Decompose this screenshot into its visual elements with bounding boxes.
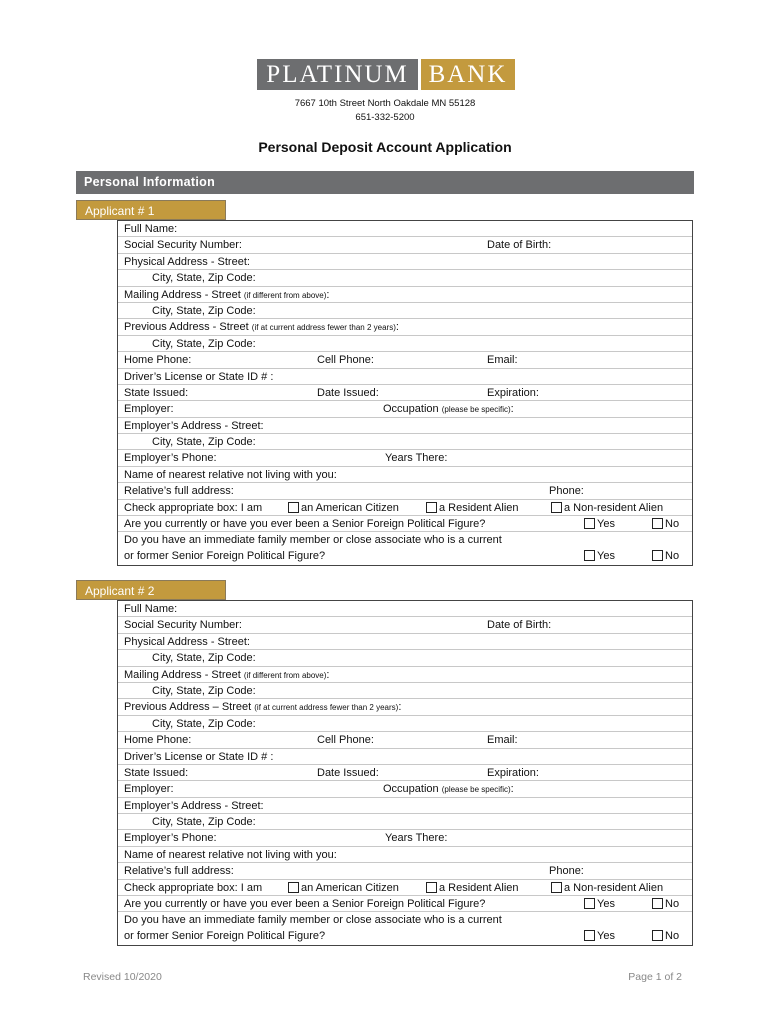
label-employer: Employer: (124, 783, 174, 796)
label-mail-street: Mailing Address - Street (124, 668, 241, 681)
note-occupation: (please be specific) (441, 405, 511, 415)
row-relative-addr[interactable] (118, 863, 692, 879)
label-yes: Yes (597, 930, 615, 943)
label-no: No (665, 518, 680, 531)
row-emp-phone[interactable] (118, 830, 692, 846)
row-mail-street[interactable]: Mailing Address - Street (if different from above): (118, 287, 692, 303)
label-relative-phone: Phone: (549, 485, 584, 498)
checkbox-family-no[interactable] (652, 550, 663, 561)
label-state-issued: State Issued: (124, 386, 189, 399)
label-expiration: Expiration: (487, 766, 539, 779)
label-home-phone: Home Phone: (124, 354, 192, 367)
note-prev: (if at current address fewer than 2 years) (251, 323, 396, 333)
row-license[interactable] (118, 749, 692, 765)
row-phys-street[interactable] (118, 634, 692, 650)
row-ssn[interactable] (118, 237, 692, 253)
label-check-box: Check appropriate box: I am (124, 881, 263, 894)
label-nonresident: a Non-resident Alien (564, 501, 664, 514)
label-full-name: Full Name: (124, 603, 178, 615)
row-relative-addr[interactable] (118, 483, 692, 499)
logo-platinum: PLATINUM (257, 59, 418, 90)
row-ssn[interactable] (118, 617, 692, 633)
row-emp-city[interactable] (118, 814, 692, 830)
footer-revised: Revised 10/2020 (83, 971, 162, 983)
label-email: Email: (487, 734, 518, 747)
label-home-phone: Home Phone: (124, 734, 192, 747)
label-dob: Date of Birth: (487, 619, 552, 632)
section-header-personal-info: Personal Information (76, 171, 694, 194)
label-yes: Yes (597, 898, 615, 911)
label-occupation: Occupation (383, 783, 439, 796)
label-relative: Name of nearest relative not living with you: (124, 468, 337, 481)
checkbox-family-no[interactable] (652, 930, 663, 941)
row-family-question (118, 532, 692, 565)
label-check-box: Check appropriate box: I am (124, 501, 263, 514)
row-emp-phone[interactable] (118, 450, 692, 466)
row-emp-street[interactable] (118, 798, 692, 814)
logo-bank: BANK (421, 59, 515, 90)
label-dob: Date of Birth: (487, 239, 552, 252)
row-license-details[interactable] (118, 765, 692, 781)
note-prev: (if at current address fewer than 2 years) (254, 703, 399, 713)
label-cell-phone: Cell Phone: (317, 354, 374, 367)
label-emp-city: City, State, Zip Code: (152, 816, 256, 829)
label-employer: Employer: (124, 403, 174, 416)
label-email: Email: (487, 354, 518, 367)
label-date-issued: Date Issued: (317, 386, 379, 399)
label-family-question-1: Do you have an immediate family member or close associate who is a current (124, 914, 502, 927)
note-occupation: (please be specific) (441, 785, 511, 795)
label-resident: a Resident Alien (439, 501, 519, 514)
label-ssn: Social Security Number: (124, 619, 242, 632)
label-license: Driver’s License or State ID # : (124, 750, 274, 763)
label-senior-question: Are you currently or have you ever been a Senior Foreign Political Figure? (124, 898, 486, 911)
label-prev-city: City, State, Zip Code: (152, 717, 256, 730)
label-cell-phone: Cell Phone: (317, 734, 374, 747)
row-prev-street[interactable]: Previous Address – Street (if at current address fewer than 2 years): (118, 699, 692, 715)
checkbox-senior-yes[interactable] (584, 898, 595, 909)
row-relative[interactable] (118, 847, 692, 863)
row-prev-street[interactable]: Previous Address - Street (if at current address fewer than 2 years): (118, 319, 692, 335)
label-family-question-2: or former Senior Foreign Political Figure? (124, 930, 326, 943)
checkbox-senior-no[interactable] (652, 518, 663, 529)
label-citizen: an American Citizen (301, 501, 399, 514)
label-mail-city: City, State, Zip Code: (152, 684, 256, 697)
label-prev-street: Previous Address – Street (124, 701, 252, 714)
label-state-issued: State Issued: (124, 766, 189, 779)
applicant-1-form (117, 220, 693, 566)
label-years-there: Years There: (385, 832, 448, 845)
label-phys-street: Physical Address - Street: (124, 255, 250, 268)
label-prev-city: City, State, Zip Code: (152, 337, 256, 350)
label-emp-city: City, State, Zip Code: (152, 436, 256, 449)
row-emp-city[interactable] (118, 434, 692, 450)
label-relative: Name of nearest relative not living with you: (124, 848, 337, 861)
label-nonresident: a Non-resident Alien (564, 881, 664, 894)
row-phones[interactable] (118, 352, 692, 368)
label-years-there: Years There: (385, 452, 448, 465)
label-relative-addr: Relative’s full address: (124, 865, 234, 878)
row-phones[interactable] (118, 732, 692, 748)
label-phys-city: City, State, Zip Code: (152, 652, 256, 665)
label-emp-street: Employer’s Address - Street: (124, 419, 264, 432)
label-emp-street: Employer’s Address - Street: (124, 799, 264, 812)
label-prev-street: Previous Address - Street (124, 321, 249, 334)
row-mail-city[interactable] (118, 683, 692, 699)
row-license[interactable] (118, 369, 692, 385)
label-occupation: Occupation (383, 403, 439, 416)
label-relative-addr: Relative’s full address: (124, 485, 234, 498)
row-employer[interactable]: Employer: Occupation (please be specific): (118, 401, 692, 417)
checkbox-citizen[interactable] (288, 882, 299, 893)
checkbox-citizen[interactable] (288, 502, 299, 513)
checkbox-senior-yes[interactable] (584, 518, 595, 529)
label-senior-question: Are you currently or have you ever been a Senior Foreign Political Figure? (124, 518, 486, 531)
bank-address: 7667 10th Street North Oakdale MN 55128 (294, 98, 476, 109)
row-phys-street[interactable] (118, 254, 692, 270)
row-full-name[interactable] (118, 221, 692, 237)
label-expiration: Expiration: (487, 386, 539, 399)
row-full-name[interactable] (118, 601, 692, 617)
checkbox-resident[interactable] (426, 882, 437, 893)
row-prev-city[interactable] (118, 716, 692, 732)
checkbox-family-yes[interactable] (584, 930, 595, 941)
checkbox-nonresident[interactable] (551, 882, 562, 893)
row-mail-city[interactable] (118, 303, 692, 319)
label-no: No (665, 550, 680, 563)
checkbox-senior-no[interactable] (652, 898, 663, 909)
label-emp-phone: Employer’s Phone: (124, 832, 217, 845)
row-emp-street[interactable] (118, 418, 692, 434)
label-date-issued: Date Issued: (317, 766, 379, 779)
note-mail: (if different from above) (243, 670, 327, 680)
row-senior-question (118, 896, 692, 912)
label-emp-phone: Employer’s Phone: (124, 452, 217, 465)
checkbox-resident[interactable] (426, 502, 437, 513)
label-mail-street: Mailing Address - Street (124, 288, 241, 301)
checkbox-nonresident[interactable] (551, 502, 562, 513)
label-resident: a Resident Alien (439, 881, 519, 894)
row-family-question (118, 912, 692, 945)
row-mail-street[interactable]: Mailing Address - Street (if different from above): (118, 667, 692, 683)
row-license-details[interactable] (118, 385, 692, 401)
row-citizenship (118, 880, 692, 896)
label-yes: Yes (597, 550, 615, 563)
row-relative[interactable] (118, 467, 692, 483)
checkbox-family-yes[interactable] (584, 550, 595, 561)
label-citizen: an American Citizen (301, 881, 399, 894)
applicant-2-tab: Applicant # 2 (76, 580, 226, 600)
bank-logo (257, 59, 515, 90)
page-title: Personal Deposit Account Application (258, 139, 512, 155)
label-yes: Yes (597, 518, 615, 531)
note-mail: (if different from above) (243, 290, 327, 300)
row-phys-city[interactable] (118, 270, 692, 286)
label-phys-street: Physical Address - Street: (124, 635, 250, 648)
label-full-name: Full Name: (124, 223, 178, 235)
footer-page-number: Page 1 of 2 (628, 971, 682, 983)
label-ssn: Social Security Number: (124, 239, 242, 252)
applicant-1-tab: Applicant # 1 (76, 200, 226, 220)
label-family-question-1: Do you have an immediate family member or close associate who is a current (124, 534, 502, 547)
row-phys-city[interactable] (118, 650, 692, 666)
label-phys-city: City, State, Zip Code: (152, 272, 256, 285)
row-senior-question (118, 516, 692, 532)
label-mail-city: City, State, Zip Code: (152, 304, 256, 317)
label-relative-phone: Phone: (549, 865, 584, 878)
label-no: No (665, 930, 680, 943)
applicant-2-form (117, 600, 693, 946)
label-no: No (665, 898, 680, 911)
row-citizenship (118, 500, 692, 516)
row-prev-city[interactable] (118, 336, 692, 352)
bank-phone: 651-332-5200 (355, 112, 415, 123)
label-family-question-2: or former Senior Foreign Political Figure? (124, 550, 326, 563)
label-license: Driver’s License or State ID # : (124, 370, 274, 383)
row-employer[interactable]: Employer: Occupation (please be specific): (118, 781, 692, 797)
